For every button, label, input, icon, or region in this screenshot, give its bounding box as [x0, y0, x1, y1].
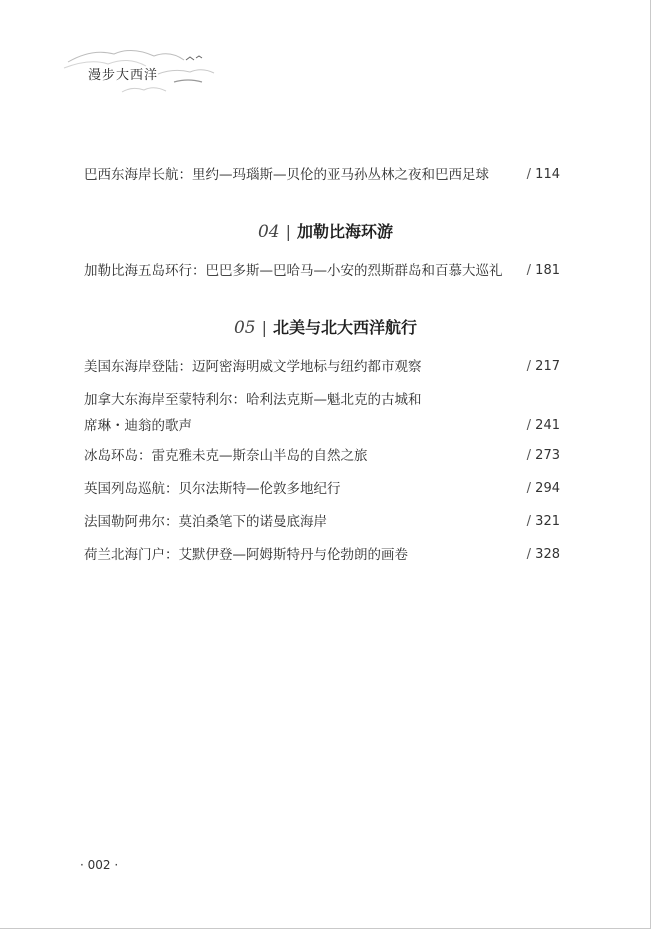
toc-entry-page: / 273 [527, 443, 560, 469]
toc-entry[interactable] [84, 354, 560, 380]
toc-entry[interactable] [84, 542, 560, 568]
section-title: 加勒比海环游 [297, 222, 394, 241]
toc-entry-page: / 328 [527, 542, 560, 568]
toc-entry[interactable] [84, 509, 560, 535]
toc-entry[interactable] [84, 443, 560, 469]
section-divider: | [261, 318, 267, 337]
toc-entry-page: / 321 [527, 509, 560, 535]
toc-entry-title-line2: 席琳・迪翁的歌声 [84, 418, 192, 434]
toc-entry[interactable] [84, 162, 560, 188]
toc-entry[interactable] [84, 387, 560, 439]
toc-entry-title: 巴西东海岸长航：里约—玛瑙斯—贝伦的亚马孙丛林之夜和巴西足球 [84, 167, 489, 183]
toc-entry-title: 冰岛环岛：雷克雅未克—斯奈山半岛的自然之旅 [84, 448, 368, 464]
toc-entry-title: 美国东海岸登陆：迈阿密海明威文学地标与纽约都市观察 [84, 359, 422, 375]
section-heading [0, 219, 651, 245]
toc-entry-page: / 217 [527, 354, 560, 380]
toc-entry-page: / 294 [527, 476, 560, 502]
toc-entry[interactable] [84, 476, 560, 502]
toc-entry-title-line1: 加拿大东海岸至蒙特利尔：哈利法克斯—魁北克的古城和 [84, 392, 422, 408]
toc-entry-page: / 241 [527, 413, 560, 439]
toc-entry-title: 英国列岛巡航：贝尔法斯特—伦敦多地纪行 [84, 481, 341, 497]
running-header: 漫步大西洋 [88, 68, 159, 83]
toc-entry[interactable] [84, 258, 560, 284]
toc-entry-page: / 181 [527, 258, 560, 284]
page-number: · 002 · [80, 858, 119, 872]
section-divider: | [285, 222, 291, 241]
section-heading [0, 315, 651, 341]
section-number: 05 [233, 318, 256, 338]
toc-entry-title: 荷兰北海门户：艾默伊登—阿姆斯特丹与伦勃朗的画卷 [84, 547, 408, 563]
toc-entry-page: / 114 [527, 162, 560, 188]
section-title: 北美与北大西洋航行 [273, 318, 418, 337]
section-number: 04 [257, 222, 280, 242]
toc-entry-title: 加勒比海五岛环行：巴巴多斯—巴哈马—小安的烈斯群岛和百慕大巡礼 [84, 263, 503, 279]
toc-entry-title: 法国勒阿弗尔：莫泊桑笔下的诺曼底海岸 [84, 514, 327, 530]
